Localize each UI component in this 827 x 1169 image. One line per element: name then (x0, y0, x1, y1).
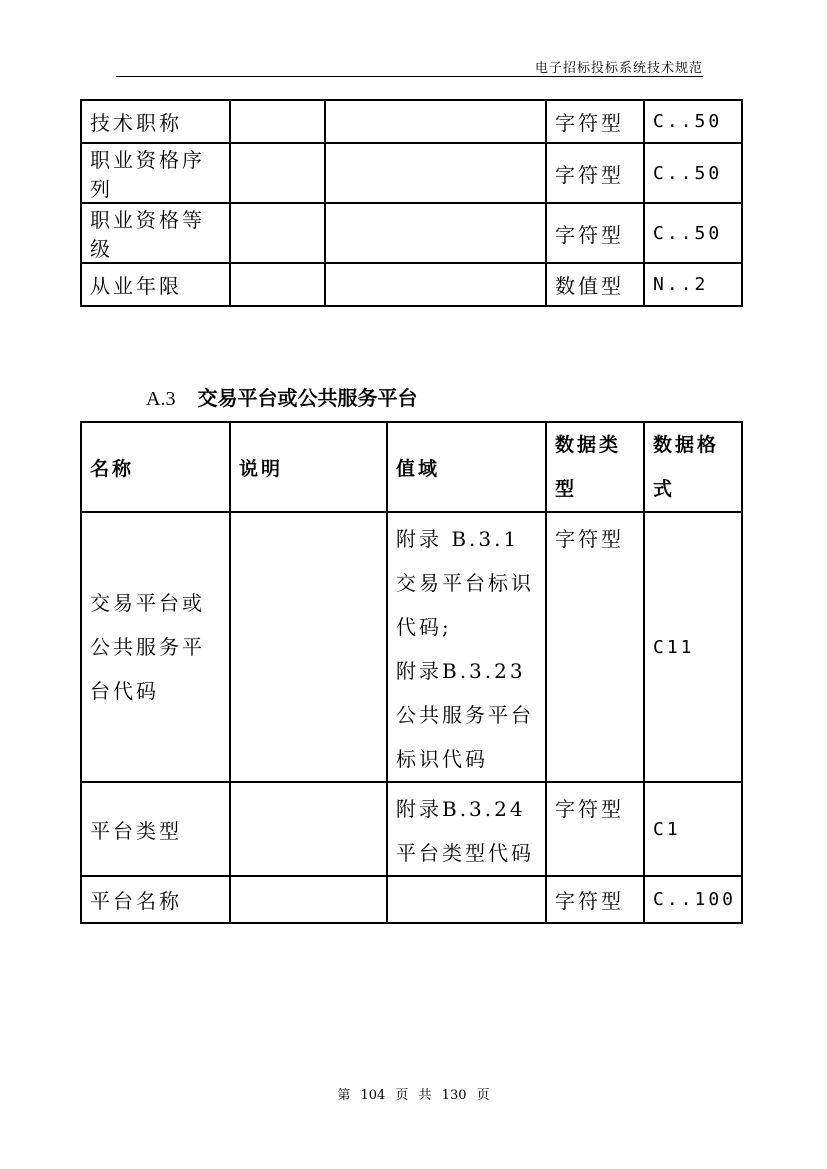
cell-type: 字符型 (546, 100, 644, 143)
table-row (81, 263, 742, 306)
header-range: 值域 (387, 422, 546, 512)
cell-name: 职业资格等级 (81, 203, 230, 263)
cell-range (325, 263, 546, 306)
cell-format: N..2 (644, 263, 742, 306)
header-title: 电子招标投标系统技术规范 (534, 61, 703, 76)
cell-name: 技术职称 (81, 100, 230, 143)
cell-name: 平台类型 (81, 782, 230, 876)
cell-range (325, 100, 546, 143)
table-row (81, 143, 742, 203)
table-row (81, 782, 742, 876)
table-header-row (81, 422, 742, 512)
header-name: 名称 (81, 422, 230, 512)
section-number: A.3 (146, 388, 176, 410)
cell-type: 字符型 (546, 143, 644, 203)
table-row (81, 203, 742, 263)
cell-desc (230, 143, 325, 203)
page-footer: 第 104 页 共 130 页 (337, 1088, 490, 1103)
header-type: 数据类型 (546, 422, 644, 512)
cell-format: C..100 (644, 876, 742, 923)
table-row (81, 876, 742, 923)
cell-type: 数值型 (546, 263, 644, 306)
cell-name: 职业资格序列 (81, 143, 230, 203)
cell-desc (230, 512, 387, 782)
cell-name: 从业年限 (81, 263, 230, 306)
cell-type: 字符型 (546, 512, 644, 782)
cell-desc (230, 263, 325, 306)
table-row (81, 100, 742, 143)
cell-format: C..50 (644, 203, 742, 263)
cell-range (387, 876, 546, 923)
table-personnel-continued (80, 99, 743, 307)
cell-desc (230, 203, 325, 263)
cell-range: 附录 B.3.1 交易平台标识代码; 附录B.3.23公共服务平台标识代码 (387, 512, 546, 782)
cell-desc (230, 100, 325, 143)
cell-type: 字符型 (546, 203, 644, 263)
cell-desc (230, 876, 387, 923)
cell-format: C1 (644, 782, 742, 876)
cell-range: 附录B.3.24平台类型代码 (387, 782, 546, 876)
cell-range (325, 143, 546, 203)
header-format: 数据格式 (644, 422, 742, 512)
section-heading (146, 382, 417, 411)
cell-name: 交易平台或公共服务平台代码 (81, 512, 230, 782)
cell-format: C..50 (644, 143, 742, 203)
table-row (81, 512, 742, 782)
cell-type: 字符型 (546, 876, 644, 923)
cell-format: C11 (644, 512, 742, 782)
header-rule (116, 76, 703, 77)
table-trading-platform (80, 421, 743, 924)
cell-name: 平台名称 (81, 876, 230, 923)
cell-desc (230, 782, 387, 876)
section-title: 交易平台或公共服务平台 (197, 386, 418, 410)
cell-type: 字符型 (546, 782, 644, 876)
header-desc: 说明 (230, 422, 387, 512)
cell-range (325, 203, 546, 263)
cell-format: C..50 (644, 100, 742, 143)
